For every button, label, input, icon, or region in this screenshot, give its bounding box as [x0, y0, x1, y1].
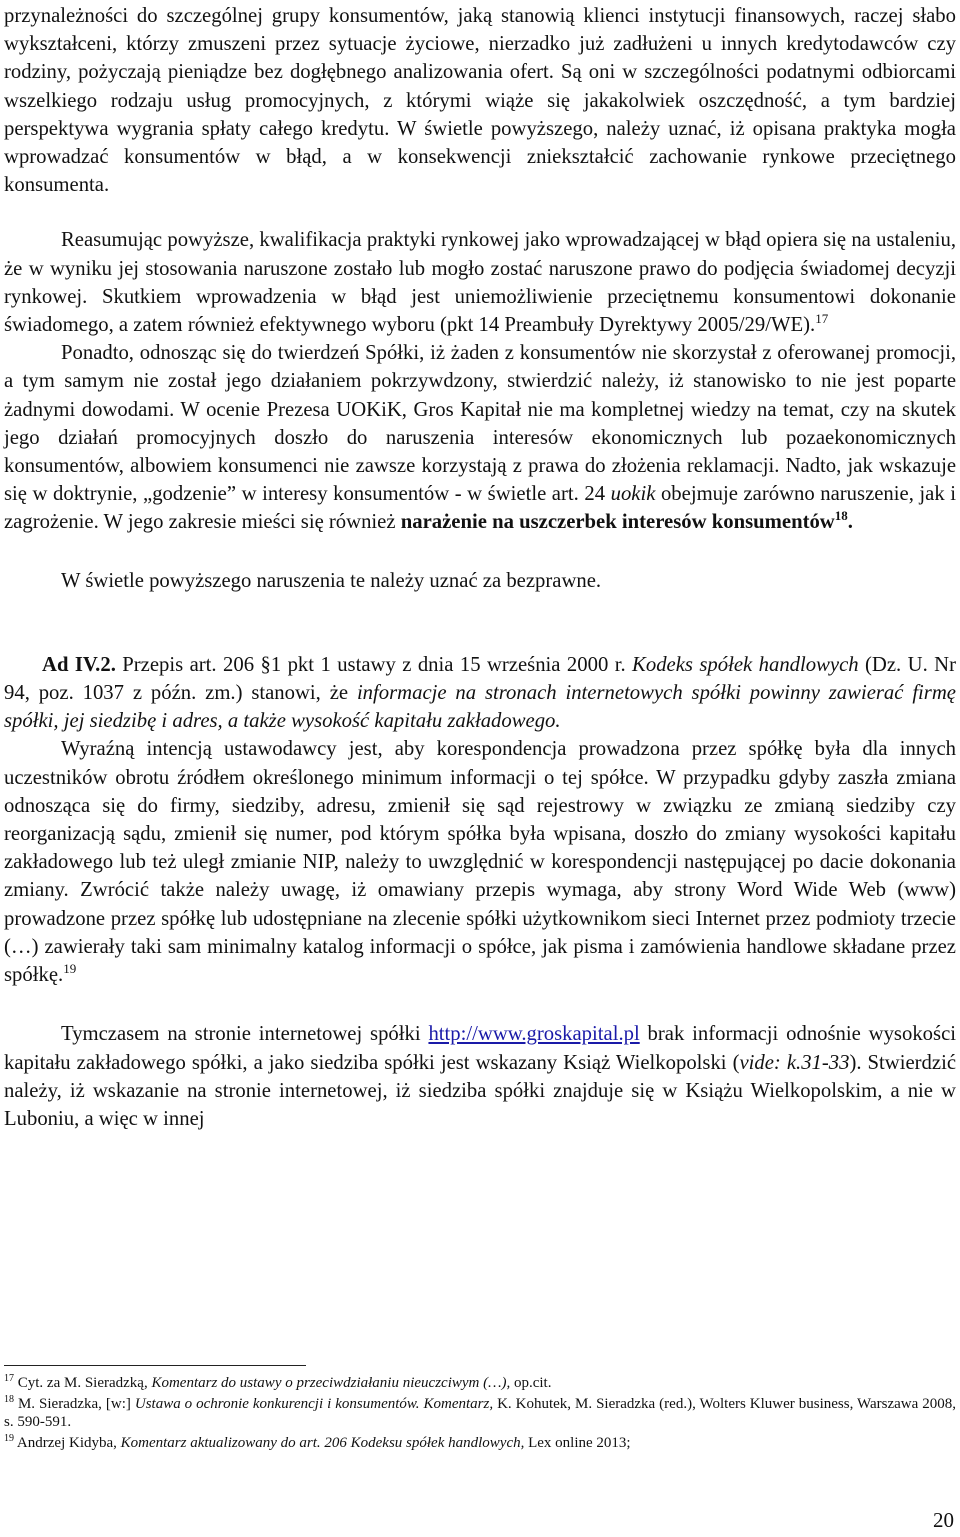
footnote-19-text-b: Lex online 2013;: [524, 1435, 631, 1451]
paragraph-3-bold: narażenie na uszczerbek interesów konsumentów: [400, 511, 835, 534]
paragraph-1: przynależności do szczególnej grupy konsumentów, jaką stanowią klienci instytucji finansowych, raczej słabo wykształceni, którzy zmuszeni przez sytuacje życiowe, nierzadko już zadłużeni u innych kredytodawców czy rodziny, pożyczają pieniądze bez dogłębnego analizowania ofert. Są oni w szczególności podatnymi odbiorcami wszelkiego rodzaju usług promocyjnych, z którymi wiąże się jakakolwiek oszczędność, a tym bardziej perspektywa wygrania spłaty całego kredytu. W świetle powyższego, należy uznać, iż opisana praktyka mogła wprowadzać konsumentów w błąd, a w konsekwencji zniekształcić zachowanie rynkowe przeciętnego konsumenta.: [4, 5, 956, 197]
paragraph-7-italic: vide: k.31-33: [739, 1051, 850, 1074]
footnote-17-text-b: op.cit.: [510, 1375, 552, 1391]
footnote-ref-17[interactable]: 17: [815, 311, 829, 327]
paragraph-3-italic: uokik: [610, 483, 656, 506]
footnote-ref-18[interactable]: 18: [834, 508, 848, 524]
paragraph-4: W świetle powyższego naruszenia te należy uznać za bezprawne.: [61, 569, 602, 592]
paragraph-2-text: Reasumując powyższe, kwalifikacja praktyki rynkowej jako wprowadzającej w błąd opiera się na ustaleniu, że w wyniku jej stosowania naruszone zostało lub mogło zostać naruszone prawo do podjęcia świadomej decyzji rynkowej. Skutkiem wprowadzenia w błąd jest uniemożliwienie przeciętnemu konsumentowi dokonanie świadomego, a zatem również efektywnego wyboru (pkt 14 Preambuły Dyrektywy 2005/29/WE).: [4, 229, 956, 337]
footnote-17-italic: Komentarz do ustawy o przeciwdziałaniu nieuczciwym (…),: [151, 1375, 511, 1391]
paragraph-3-end: .: [847, 511, 853, 534]
section-sign: §: [260, 653, 271, 676]
paragraph-3: [4, 339, 956, 536]
footnote-19-text-a: Andrzej Kidyba,: [14, 1435, 121, 1451]
paragraph-5-text-a: Przepis art. 206: [115, 653, 261, 676]
footnote-ref-19[interactable]: 19: [63, 961, 77, 977]
paragraph-7: [4, 1020, 956, 1133]
footnote-19: [4, 1434, 956, 1452]
footnote-17-number: 17: [4, 1373, 14, 1384]
paragraph-3-text-a: Ponadto, odnosząc się do twierdzeń Spółki, iż żaden z konsumentów nie skorzystał z oferowanej promocji, a tym samym nie został jego działaniem pokrzywdzony, stwierdzić należy, iż stanowisko to nie jest poparte żadnymi dowodami. W ocenie Prezesa UOKiK, Gros Kapitał nie ma kompletnej wiedzy na temat, czy na skutek jego działań promocyjnych doszło do naruszenia interesów ekonomicznych lub pozaekonomicznych konsumentów, albowiem konsumenci nie zawsze korzystają z prawa do złożenia reklamacji. Nadto, jak wskazuje się w doktrynie, „godzenie” w interesy konsumentów - w świetle art. 24: [4, 342, 956, 506]
footnotes: [4, 1374, 956, 1455]
footnote-18-number: 18: [4, 1394, 14, 1405]
paragraph-5: [4, 651, 956, 736]
page-number: 20: [933, 1508, 954, 1532]
footnote-separator: [4, 1365, 306, 1366]
paragraph-6-text: Wyraźną intencją ustawodawcy jest, aby korespondencja prowadzona przez spółkę była dla innych uczestników obrotu źródłem określonego minimum informacji o tej spółce. W przypadku gdyby zaszła zmiana odnosząca się do firmy, siedziby, adresu, zmienił się sąd rejestrowy w związku ze zmianą siedziby czy reorganizacją sądu, zmienił się numer, pod którym spółka była wpisana, doszło do zmiany wysokości kapitału zakładowego lub też uległ zmianie NIP, należy to uwzględnić w korespondencji następującej po dacie dokonania zmiany. Zwrócić także należy uwagę, iż omawiany przepis wymaga, aby strony Word Wide Web (www) prowadzone przez spółkę lub udostępniane na zlecenie spółki użytkownikom sieci Internet przez podmioty trzecie (…) zawierały taki sam minimalny katalog informacji o spółce, jak pisma i zamówienia handlowe składane przez spółkę.: [4, 738, 956, 987]
website-link[interactable]: http://www.groskapital.pl: [428, 1023, 640, 1046]
paragraph-3-text-b: obejmuje zarówno naruszenie, jak i zagrożenie. W jego zakresie mieści się również: [4, 483, 956, 534]
body-text: [4, 2, 956, 1133]
paragraph-5-text-b: 1 pkt 1 ustawy z dnia 15 września 2000 r.: [270, 653, 633, 676]
paragraph-7-text-b: brak informacji odnośnie wysokości kapitału zakładowego spółki, a jako siedziba spółki jest wskazany Książ Wielkopolski (: [4, 1023, 956, 1074]
section-heading: Ad IV.2.: [42, 653, 116, 676]
paragraph-7-text-a: Tymczasem na stronie internetowej spółki: [61, 1023, 429, 1046]
paragraph-7-text-c: ). Stwierdzić należy, iż wskazanie na stronie internetowej, iż siedziba spółki znajduje się w Książu Wielkopolskim, a nie w Luboniu, a więc w innej: [4, 1051, 957, 1130]
footnote-18-text-a: M. Sieradzka, [w:]: [14, 1396, 135, 1412]
footnote-17-text-a: Cyt. za M. Sieradzką,: [14, 1375, 152, 1391]
footnote-18-italic: Ustawa o ochronie konkurencji i konsumentów. Komentarz,: [134, 1396, 494, 1412]
paragraph-2: [4, 226, 956, 339]
paragraph-6: [4, 735, 956, 989]
footnote-18-text-b: K. Kohutek, M. Sieradzka (red.), Wolters Kluwer business, Warszawa 2008, s. 590-591.: [4, 1396, 957, 1430]
paragraph-5-italic-2: informacje na stronach internetowych spółki powinny zawierać firmę spółki, jej siedzibę i adres, a także wysokość kapitału zakładowego.: [4, 682, 956, 733]
footnote-19-number: 19: [4, 1433, 14, 1444]
paragraph-5-italic-1: Kodeks spółek handlowych: [632, 653, 859, 676]
paragraph-5-text-c: (Dz. U. Nr 94, poz. 1037 z późn. zm.) stanowi, że: [4, 653, 956, 705]
footnote-19-italic: Komentarz aktualizowany do art. 206 Kodeksu spółek handlowych,: [120, 1435, 525, 1451]
footnote-18: [4, 1395, 956, 1431]
footnote-17: [4, 1374, 956, 1392]
